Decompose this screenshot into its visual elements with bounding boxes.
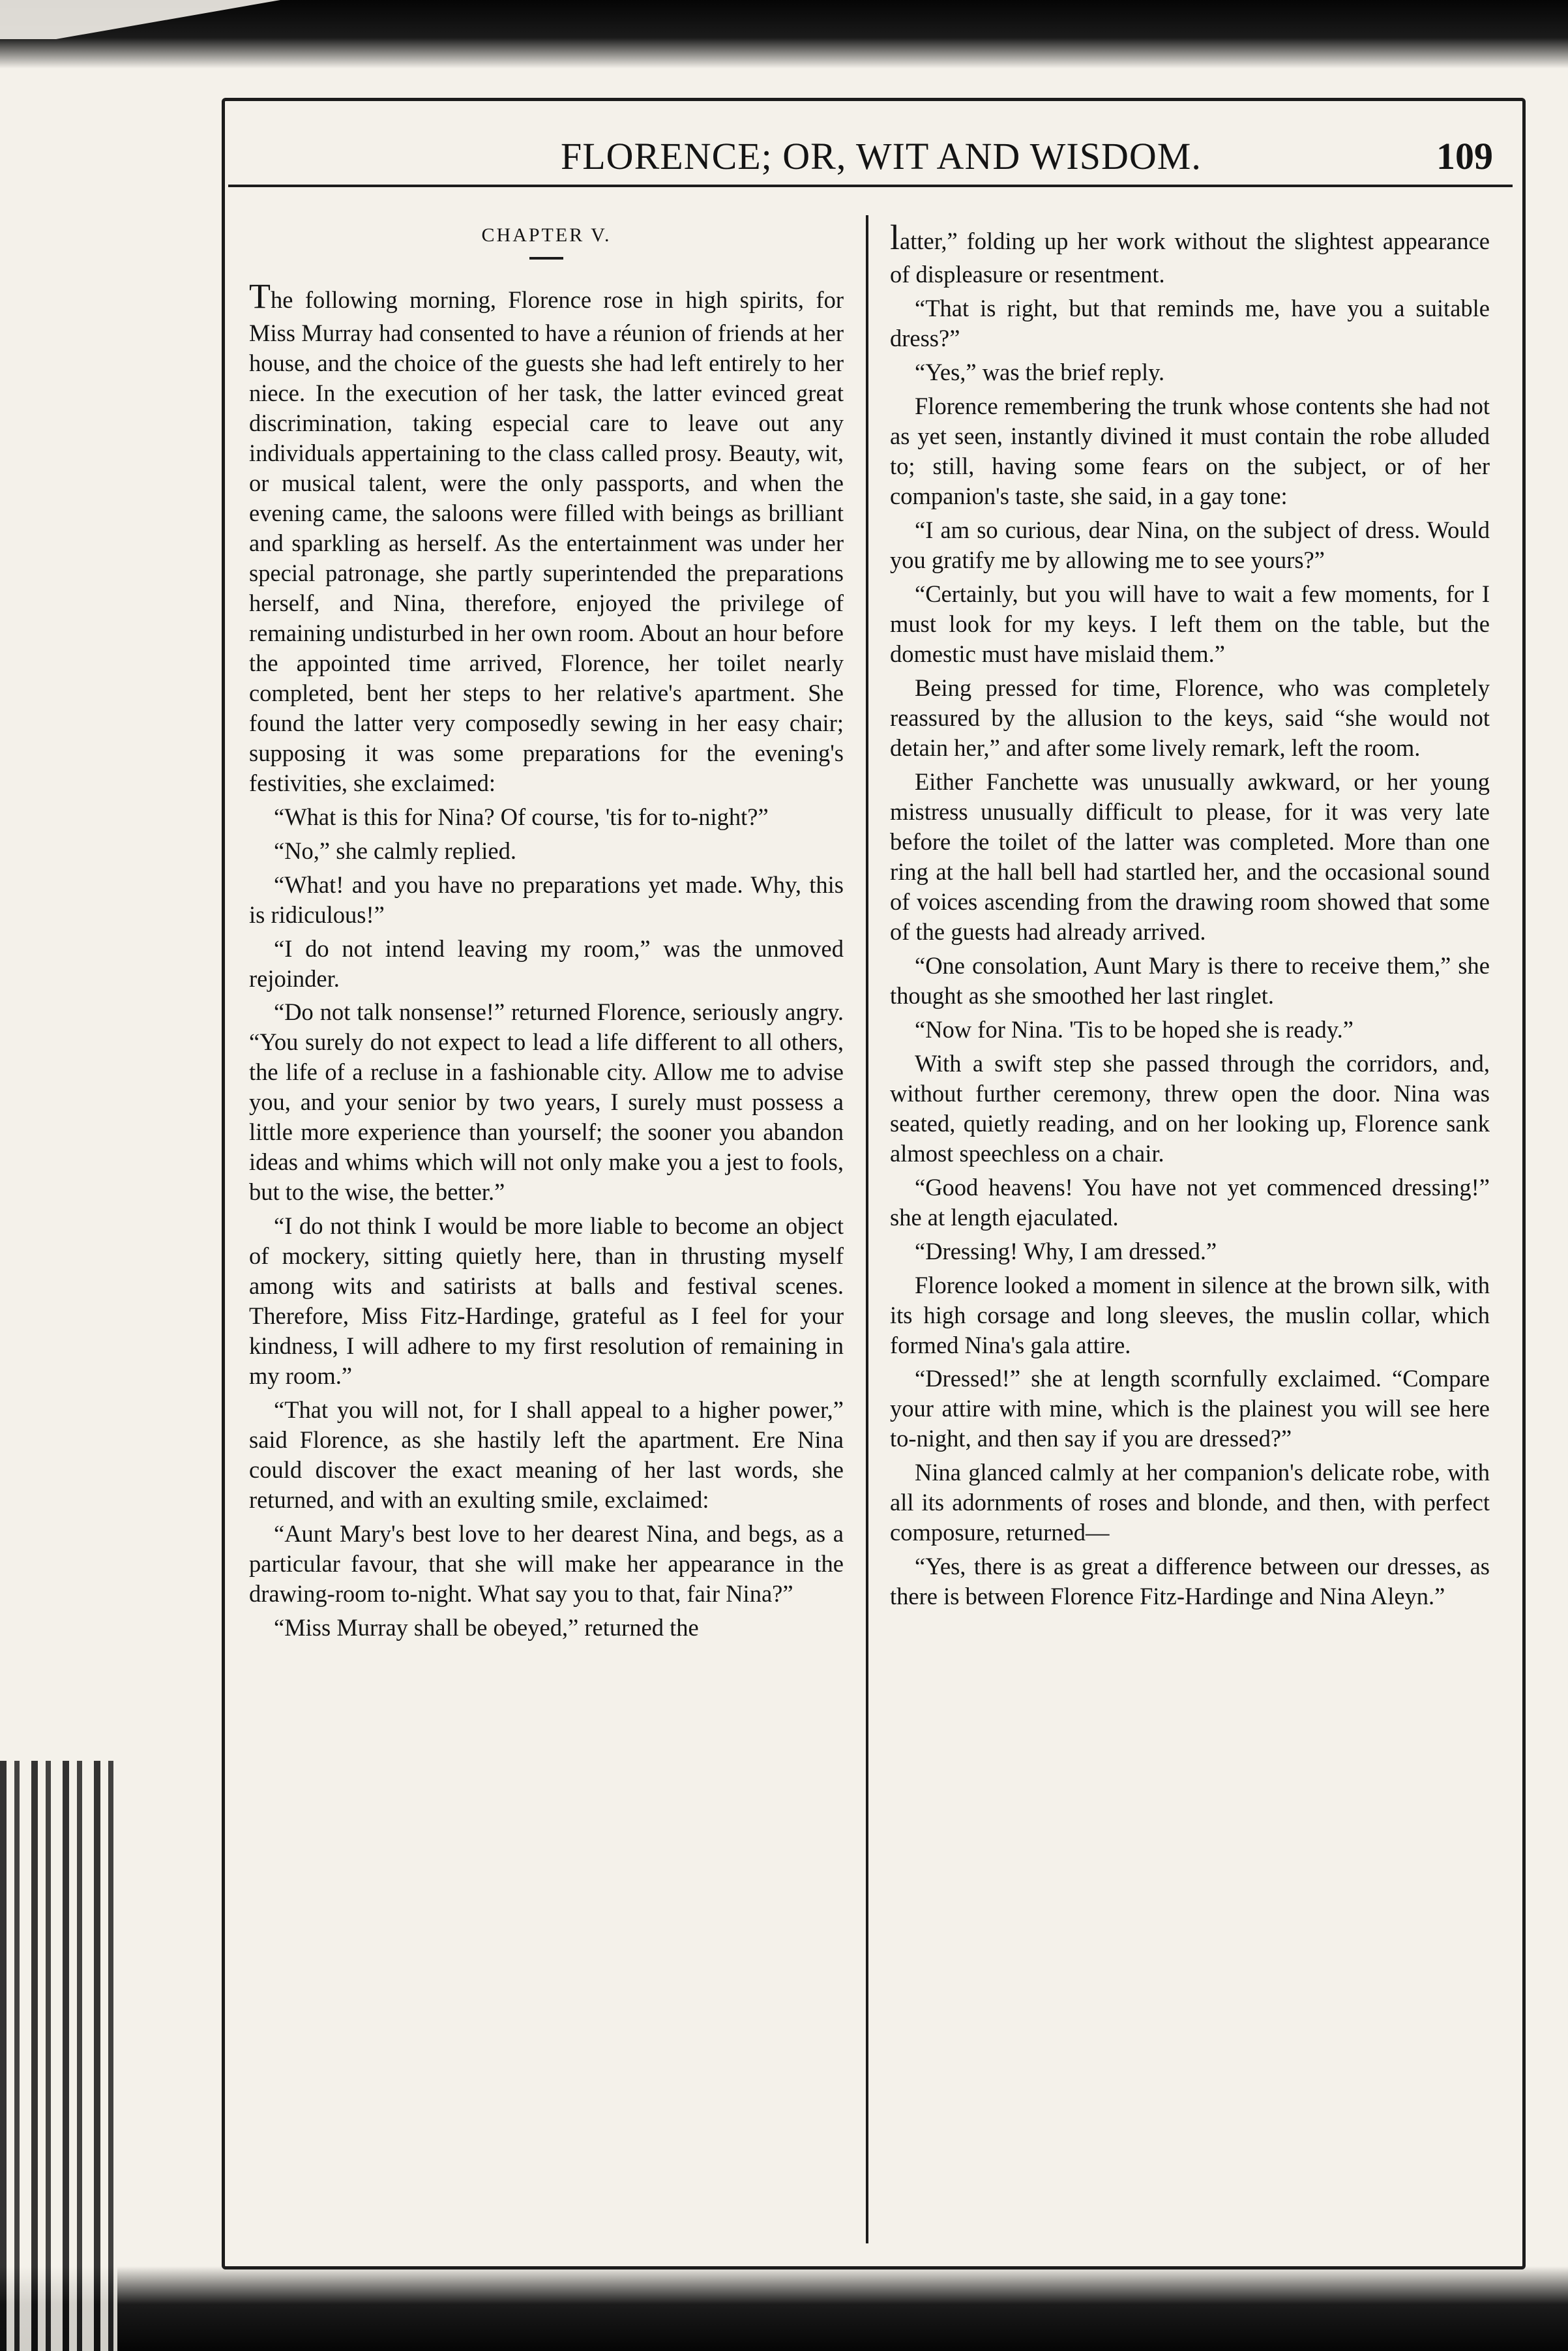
paragraph: Being pressed for time, Florence, who was completely reassured by the allusion to the keys, said “she would not detain her,” and after some lively remark, left the room. — [890, 674, 1490, 761]
paragraph: Florence remembering the trunk whose contents she had not as yet seen, instantly divined it must contain the robe alluded to; still, having some fears on the subject, or of her companion's taste, she said, in a gay tone: — [890, 392, 1490, 509]
paragraph: “What is this for Nina? Of course, 'tis for to-night?” — [274, 803, 769, 830]
paragraph: The following morning, Florence rose in high spirits, for Miss Murray had consented to have a réunion of friends at her house, and the choice of the guests she had left entirely to her niece. In the execution of her task, the latter evinced great discrimination, taking especial care to leave out any individuals appertaining to the class called prosy. Beauty, wit, or musical talent, were the only passports, and when the evening came, the saloons were filled with beings as brilliant and sparkling as herself. As the entertainment was under her special patronage, she partly superintended the preparations herself, and Nina, therefore, enjoyed the privilege of remaining undisturbed in her own room. About an hour before the appointed time arrived, Florence, her toilet nearly completed, bent her steps to her relative's apartment. She found the latter very composedly sewing in her easy chair; supposing it was some preparations for the evening's festivities, she exclaimed: — [249, 276, 844, 796]
paragraph: Either Fanchette was unusually awkward, or her young mistress unusually difficult to please, for it was very late before the toilet of the latter was completed. More than one ring at the hall bell had startled her, and the occasional sound of voices ascending from the drawing room showed that some of the guests had already arrived. — [890, 768, 1490, 945]
left-column — [249, 215, 844, 2243]
scan-top-shadow — [0, 0, 1568, 68]
chapter-heading: CHAPTER V. — [481, 224, 612, 246]
paragraph: “Yes, there is as great a difference between our dresses, as there is between Florence Fitz-Hardinge and Nina Aleyn.” — [890, 1553, 1490, 1610]
scan-bottom-shadow — [0, 2266, 1568, 2351]
paragraph: “Aunt Mary's best love to her dearest Nina, and begs, as a particular favour, that she will make her appearance in the drawing-room to-night. What say you to that, fair Nina?” — [249, 1520, 844, 1608]
paragraph: “Now for Nina. 'Tis to be hoped she is ready.” — [915, 1015, 1354, 1043]
paragraph: “Dressed!” she at length scornfully exclaimed. “Compare your attire with mine, which is the plainest you will see here to-night, and then say if you are dressed?” — [890, 1365, 1490, 1452]
page-number: 109 — [1436, 135, 1493, 177]
paragraph: “Do not talk nonsense!” returned Florence, seriously angry. “You surely do not expect to lead a life different to all others, the life of a recluse in a fashionable city. Allow me to advise you, and your senior by two years, I surely must possess a little more experience than yourself; the sooner you abandon ideas and whims which will not only make you a jest to fools, but to the wise, the better.” — [249, 998, 844, 1206]
paragraph: “I am so curious, dear Nina, on the subject of dress. Would you gratify me by allowing me to see yours?” — [890, 516, 1490, 573]
paragraph: “I do not think I would be more liable to become an object of mockery, sitting quietly here, than in thrusting myself among wits and satirists at balls and festival scenes. Therefore, Miss Fitz-Hardinge, grateful as I feel for your kindness, I will adhere to my first resolution of remaining in my room.” — [249, 1212, 844, 1390]
paragraph: “I do not intend leaving my room,” was the unmoved rejoinder. — [249, 935, 844, 992]
paragraph: “Miss Murray shall be obeyed,” returned the — [274, 1614, 699, 1641]
paragraph: “One consolation, Aunt Mary is there to receive them,” she thought as she smoothed her last ringlet. — [890, 951, 1490, 1009]
paragraph: “No,” she calmly replied. — [274, 837, 516, 864]
paragraph: “Yes,” was the brief reply. — [915, 358, 1165, 385]
paragraph: “That is right, but that reminds me, have you a suitable dress?” — [890, 295, 1490, 352]
scan-left-edge-artifact — [0, 1761, 117, 2351]
paragraph: “Good heavens! You have not yet commenced dressing!” she at length ejaculated. — [890, 1173, 1490, 1231]
paragraph: Nina glanced calmly at her companion's delicate robe, with all its adornments of roses and blonde, and then, with perfect composure, returned— — [890, 1459, 1490, 1546]
paragraph: “That you will not, for I shall appeal to a higher power,” said Florence, as she hastily left the apartment. Ere Nina could discover the exact meaning of her last words, she returned, and with an exulting smile, exclaimed: — [249, 1396, 844, 1514]
paragraph: “Certainly, but you will have to wait a few moments, for I must look for my keys. I left them on the table, but the domestic must have mislaid them.” — [890, 580, 1490, 667]
paragraph: With a swift step she passed through the corridors, and, without further ceremony, threw open the door. Nina was seated, quietly reading, and on her looking up, Florence sank almost speechless on a chair. — [890, 1049, 1490, 1167]
running-header — [228, 130, 1513, 183]
paragraph-continued: latter,” folding up her work without the slightest appearance of displeasure or resentment. — [890, 218, 1490, 288]
right-column — [890, 215, 1490, 2243]
chapter-dash — [529, 257, 563, 260]
paragraph: “Dressing! Why, I am dressed.” — [915, 1237, 1217, 1265]
paragraph: Florence looked a moment in silence at the brown silk, with its high corsage and long sleeves, the muslin collar, which formed Nina's gala attire. — [890, 1271, 1490, 1358]
running-title: FLORENCE; OR, WIT AND WISDOM. — [561, 135, 1202, 177]
header-rule — [228, 185, 1513, 187]
column-divider — [866, 215, 868, 2243]
paragraph: “What! and you have no preparations yet made. Why, this is ridiculous!” — [249, 871, 844, 928]
